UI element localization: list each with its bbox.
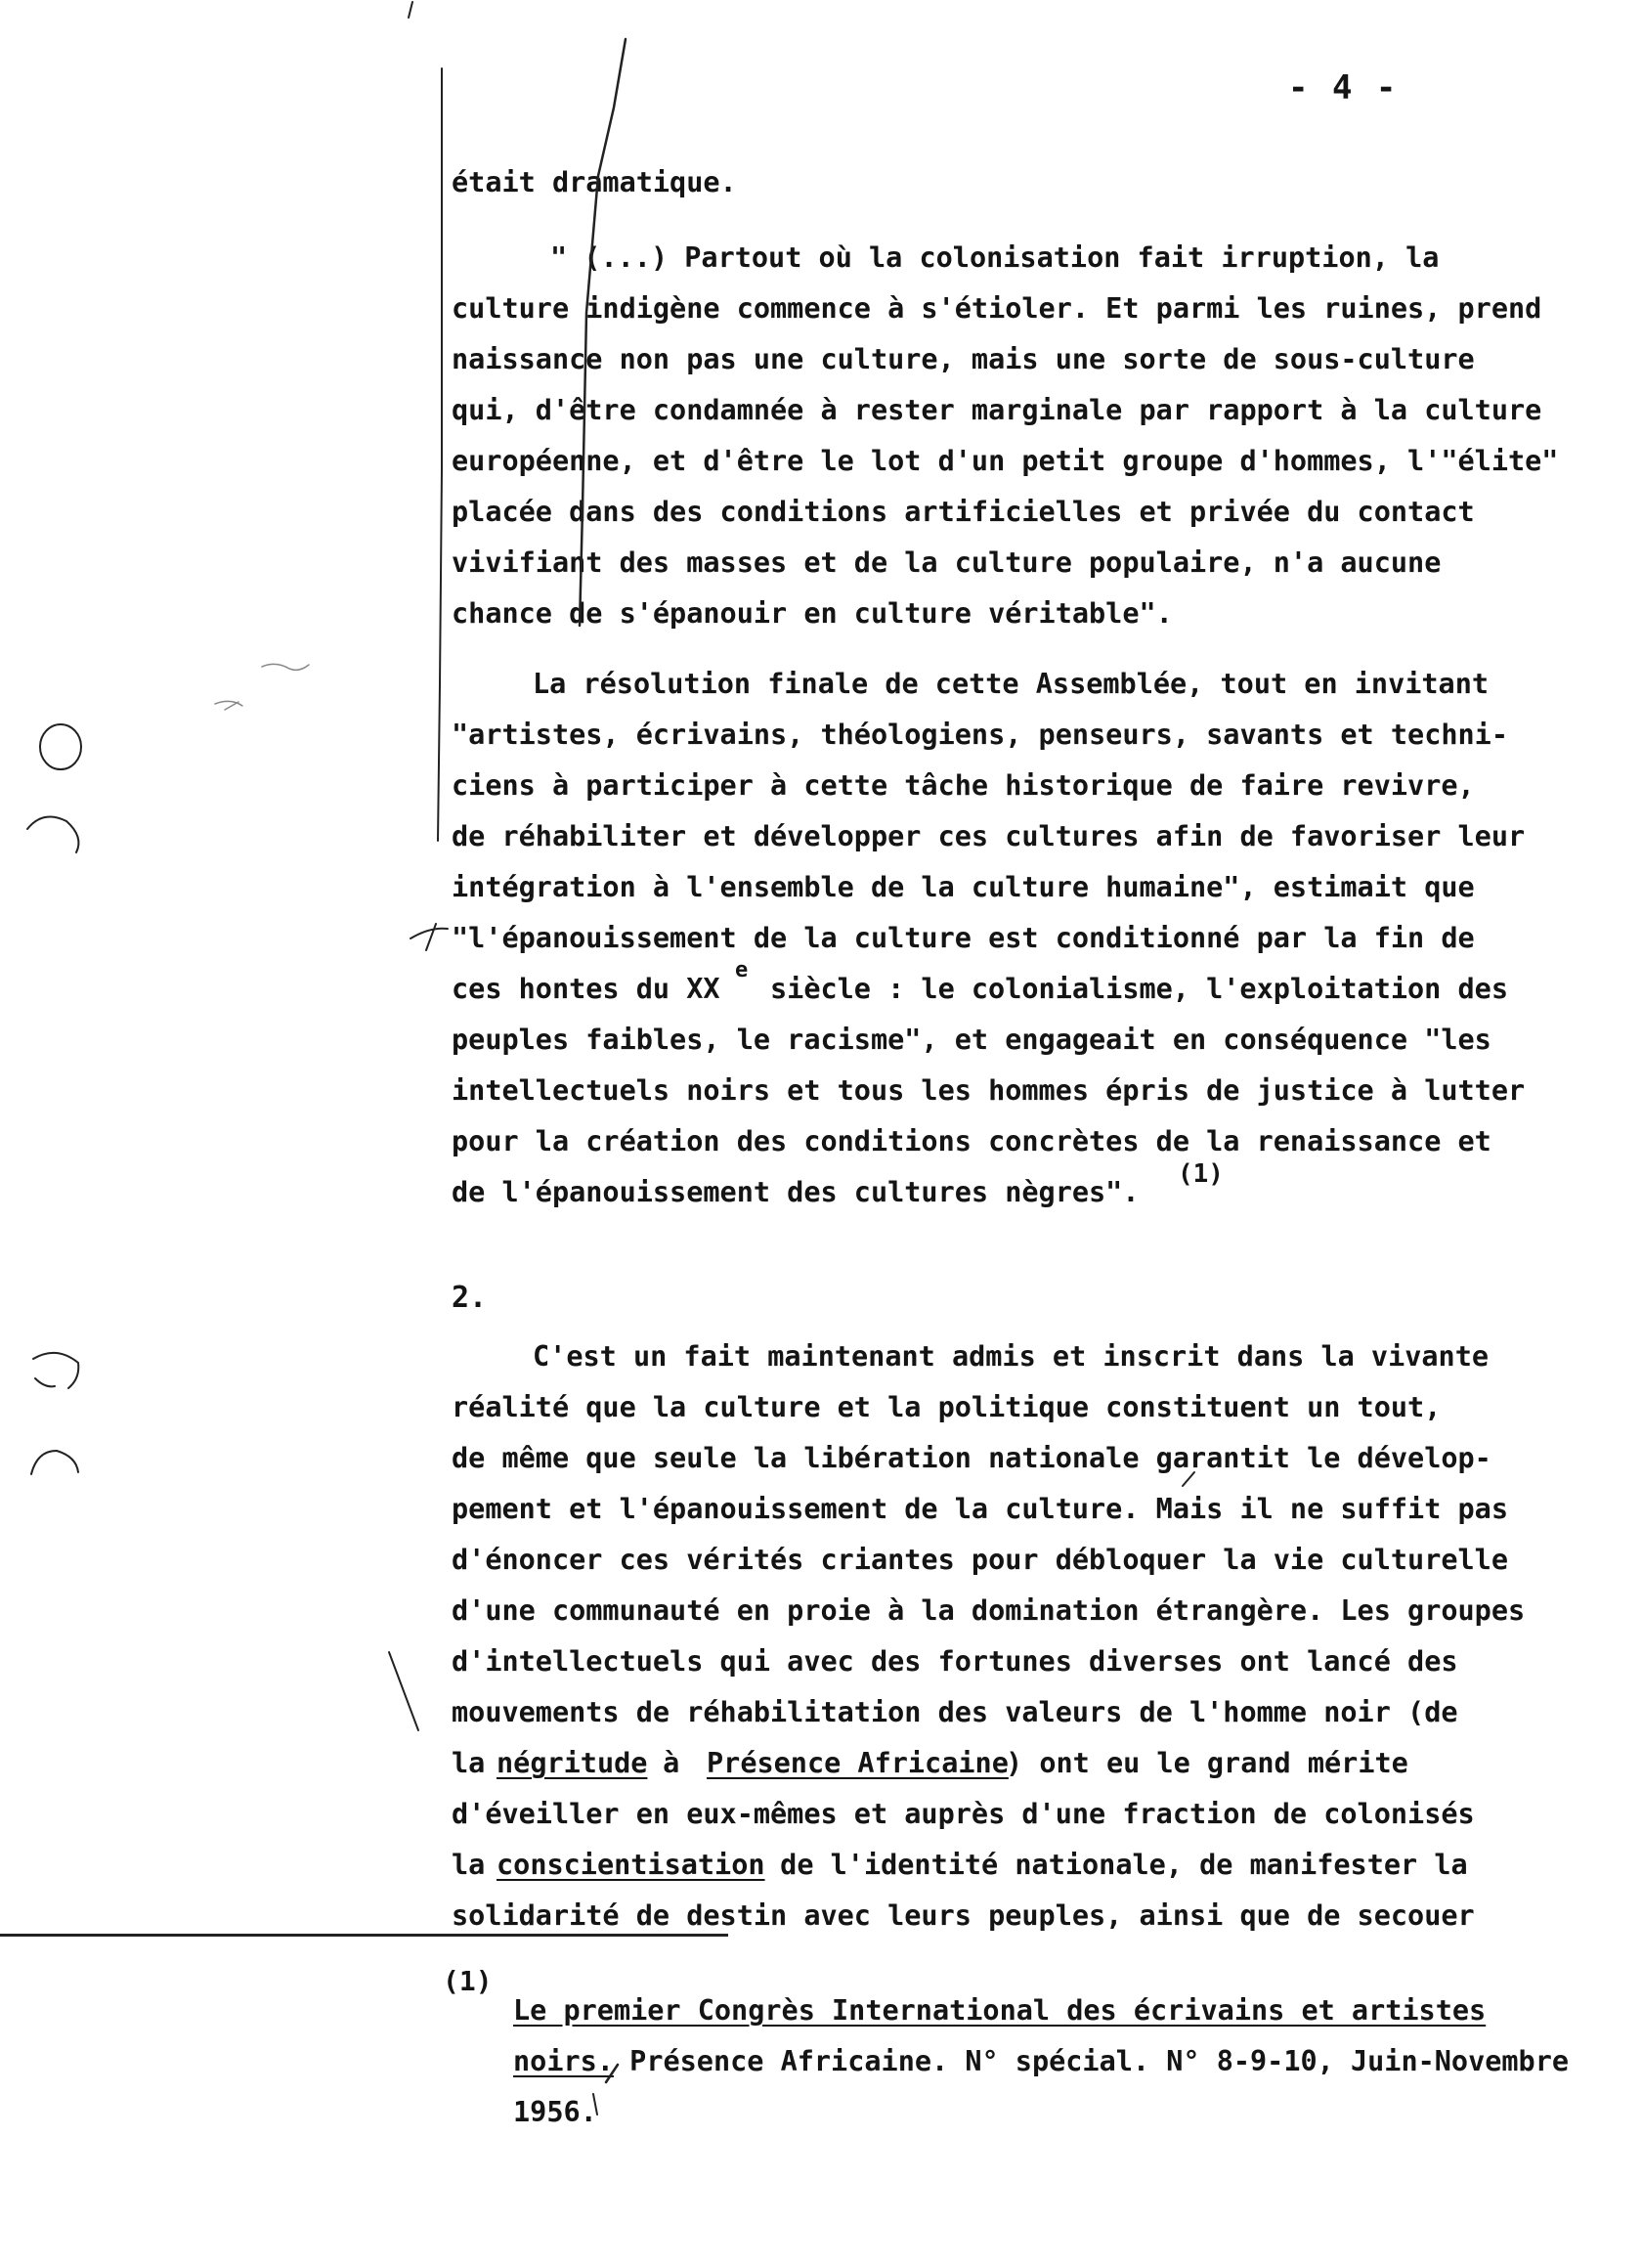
footnote-text: 1956. bbox=[513, 2096, 597, 2128]
text-line: était dramatique. bbox=[452, 166, 737, 198]
underlined-term: Présence Africaine bbox=[707, 1747, 1009, 1779]
text-line: intellectuels noirs et tous les hommes épris de justice à lutter bbox=[452, 1074, 1526, 1107]
text-line: intégration à l'ensemble de la culture humaine", estimait que bbox=[452, 871, 1475, 903]
text-line: d'éveiller en eux-mêmes et auprès d'une fraction de colonisés bbox=[452, 1798, 1475, 1830]
arrow-mark bbox=[410, 924, 448, 950]
text-line: qui, d'être condamnée à rester marginale par rapport à la culture bbox=[452, 394, 1542, 426]
underlined-term: négritude bbox=[497, 1747, 648, 1779]
text-line: pement et l'épanouissement de la culture. Mais il ne suffit pas bbox=[452, 1493, 1508, 1525]
margin-rule-mark bbox=[438, 68, 442, 841]
text-line: la bbox=[452, 1747, 502, 1779]
text-line: C'est un fait maintenant admis et inscrit dans la vivante bbox=[533, 1340, 1490, 1373]
text-line: placée dans des conditions artificielles et privée du contact bbox=[452, 496, 1475, 528]
text-line: pour la création des conditions concrètes de la renaissance et bbox=[452, 1125, 1491, 1157]
pen-stroke-mark bbox=[580, 39, 626, 626]
punch-hole-mark bbox=[27, 817, 78, 853]
text-line: européenne, et d'être le lot d'un petit groupe d'hommes, l'"élite" bbox=[452, 445, 1559, 477]
slanted-mark bbox=[389, 1652, 418, 1730]
footnote-text: Présence Africaine. N° spécial. N° 8-9-10, Juin-Novembre bbox=[613, 2045, 1570, 2077]
footnote-mark: (1) bbox=[443, 1965, 493, 1997]
text-line: réalité que la culture et la politique constituent un tout, bbox=[452, 1391, 1442, 1423]
text-line: de réhabiliter et développer ces cultures afin de favoriser leur bbox=[452, 820, 1526, 852]
text-line: naissance non pas une culture, mais une sorte de sous-culture bbox=[452, 343, 1475, 375]
punch-hole-mark bbox=[40, 724, 81, 769]
text-line: la bbox=[452, 1849, 502, 1881]
text-line: ces hontes du XX bbox=[452, 973, 720, 1005]
scribble-mark bbox=[262, 664, 309, 670]
superscript-e: e bbox=[735, 958, 749, 982]
text-line: de même que seule la libération nationale garantit le dévelop- bbox=[452, 1442, 1491, 1474]
punch-hole-mark bbox=[33, 1353, 78, 1388]
text-line: d'intellectuels qui avec des fortunes diverses ont lancé des bbox=[452, 1645, 1458, 1678]
text-line: ciens à participer à cette tâche historique de faire revivre, bbox=[452, 769, 1475, 802]
text-line: à bbox=[646, 1747, 697, 1779]
text-line: "artistes, écrivains, théologiens, penseurs, savants et techni- bbox=[452, 719, 1508, 751]
text-line: mouvements de réhabilitation des valeurs de l'homme noir (de bbox=[452, 1696, 1458, 1728]
slash-mark bbox=[593, 2094, 597, 2115]
page-number: - 4 - bbox=[1288, 68, 1399, 108]
text-line: siècle : le colonialisme, l'exploitation des bbox=[770, 973, 1508, 1005]
slash-mark bbox=[1183, 1472, 1194, 1486]
text-line: La résolution finale de cette Assemblée, tout en invitant bbox=[533, 668, 1490, 700]
footnote-title: Le premier Congrès International des écrivains et artistes bbox=[513, 1994, 1487, 2027]
text-line: de l'épanouissement des cultures nègres". bbox=[452, 1176, 1140, 1208]
text-line: " (...) Partout où la colonisation fait irruption, la bbox=[550, 241, 1440, 274]
footnote-title-end: noirs. bbox=[513, 2045, 614, 2077]
text-line: d'énoncer ces vérités criantes pour débloquer la vie culturelle bbox=[452, 1544, 1508, 1576]
text-line: d'une communauté en proie à la domination étrangère. Les groupes bbox=[452, 1594, 1526, 1627]
section-number: 2. bbox=[452, 1281, 488, 1315]
footnote-reference: (1) bbox=[1178, 1159, 1224, 1189]
scribble-mark bbox=[215, 701, 242, 710]
text-line: de l'identité nationale, de manifester la bbox=[763, 1849, 1468, 1881]
underlined-term: conscientisation bbox=[497, 1849, 765, 1881]
text-line: ) ont eu le grand mérite bbox=[1006, 1747, 1408, 1779]
text-line: culture indigène commence à s'étioler. Et parmi les ruines, prend bbox=[452, 292, 1542, 325]
text-line: chance de s'épanouir en culture véritable". bbox=[452, 597, 1173, 630]
text-line: "l'épanouissement de la culture est conditionné par la fin de bbox=[452, 922, 1475, 954]
text-line: solidarité de destin avec leurs peuples, ainsi que de secouer bbox=[452, 1899, 1475, 1932]
punch-hole-mark bbox=[31, 1451, 78, 1474]
text-line: vivifiant des masses et de la culture populaire, n'a aucune bbox=[452, 546, 1442, 579]
slash-mark bbox=[606, 2065, 618, 2082]
slash-mark bbox=[409, 2, 412, 18]
text-line: peuples faibles, le racisme", et engageait en conséquence "les bbox=[452, 1024, 1491, 1056]
